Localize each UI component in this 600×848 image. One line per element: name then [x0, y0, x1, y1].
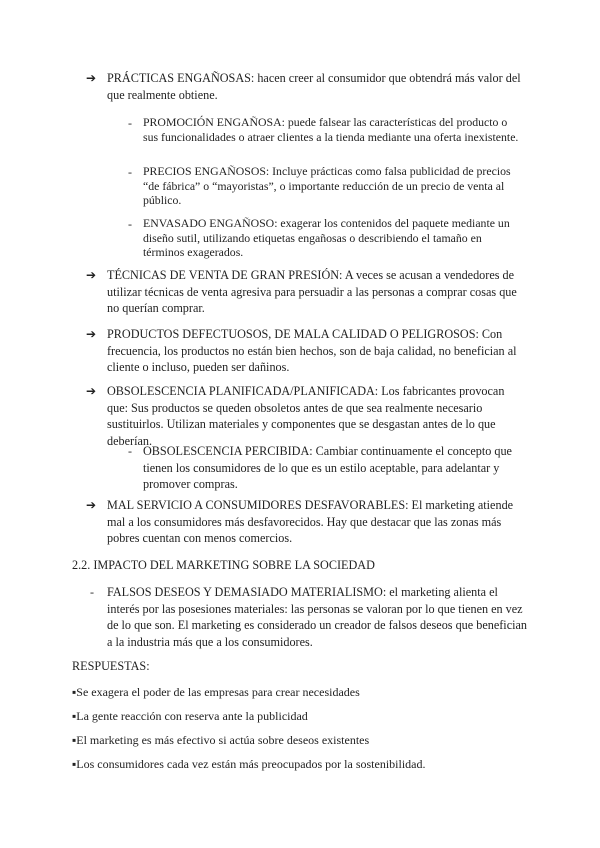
answer-option — [72, 756, 532, 772]
square-bullet-icon: ▪ — [72, 733, 77, 747]
answer-option-text: Los consumidores cada vez están más preocupados por la sostenibilidad. — [76, 757, 426, 771]
answer-option — [72, 684, 532, 700]
arrow-bullet-icon: ➔ — [86, 268, 97, 282]
arrow-bullet-icon: ➔ — [86, 327, 97, 341]
item-falsos-deseos: FALSOS DESEOS Y DEMASIADO MATERIALISMO: el marketing alienta el interés por las posesiones materiales: las personas se valoran por lo que tienen en vez de lo que son. El marketing es considerado un creador de falsos deseos que benefician a la industria más que a los consumidores. — [107, 585, 527, 649]
dash-bullet-icon: - — [128, 444, 132, 458]
arrow-bullet-icon: ➔ — [86, 71, 97, 85]
subitem-promocion-enganosa: PROMOCIÓN ENGAÑOSA: puede falsear las características del producto o sus funcionalidades o atraer clientes a la tienda mediante una oferta inexistente. — [143, 115, 519, 144]
dash-bullet-icon: - — [90, 585, 94, 599]
item-obsolescencia-planificada: OBSOLESCENCIA PLANIFICADA/PLANIFICADA: Los fabricantes provocan que: Sus productos se queden obsoletos antes de que sea realmente necesario sustituirlos. Utilizan materiales y componentes que se desgastan antes de lo que deberían. — [107, 384, 505, 448]
answer-option-text: La gente reacción con reserva ante la publicidad — [76, 709, 308, 723]
item-practicas-enganosas: PRÁCTICAS ENGAÑOSAS: hacen creer al consumidor que obtendrá más valor del que realmente obtiene. — [107, 71, 521, 102]
answer-option — [72, 732, 532, 748]
item-mal-servicio: MAL SERVICIO A CONSUMIDORES DESFAVORABLES: El marketing atiende mal a los consumidores más desfavorecidos. Hay que destacar que las zonas más pobres cuentan con menos comercios. — [107, 498, 514, 545]
subitem-precios-enganosos: PRECIOS ENGAÑOSOS: Incluye prácticas como falsa publicidad de precios “de fábrica” o “mayoristas”, o importante reducción de un precio de venta al público. — [143, 164, 511, 208]
respuestas-title: RESPUESTAS: — [72, 659, 150, 673]
answer-option-text: Se exagera el poder de las empresas para crear necesidades — [76, 685, 360, 699]
subitem-obsolescencia-percibida: OBSOLESCENCIA PERCIBIDA: Cambiar continuamente el concepto que tienen los consumidores de lo que es un estilo aceptable, para adelantar y promover compras. — [143, 444, 512, 491]
square-bullet-icon: ▪ — [72, 685, 77, 699]
item-productos-defectuosos: PRODUCTOS DEFECTUOSOS, DE MALA CALIDAD O PELIGROSOS: Con frecuencia, los productos no están bien hechos, son de baja calidad, no benefician al cliente o incluso, pueden ser dañinos. — [107, 327, 517, 374]
answer-option-text: El marketing es más efectivo si actúa sobre deseos existentes — [76, 733, 370, 747]
answer-option — [72, 708, 532, 724]
dash-bullet-icon: - — [128, 165, 132, 179]
subitem-envasado-enganoso: ENVASADO ENGAÑOSO: exagerar los contenidos del paquete mediante un diseño sutil, utilizando etiquetas engañosas o describiendo el tamaño en términos exagerados. — [143, 216, 510, 260]
arrow-bullet-icon: ➔ — [86, 384, 97, 398]
section-heading: 2.2. IMPACTO DEL MARKETING SOBRE LA SOCIEDAD — [72, 558, 375, 572]
arrow-bullet-icon: ➔ — [86, 498, 97, 512]
square-bullet-icon: ▪ — [72, 709, 77, 723]
square-bullet-icon: ▪ — [72, 757, 77, 771]
dash-bullet-icon: - — [128, 217, 132, 231]
dash-bullet-icon: - — [128, 116, 132, 130]
item-tecnicas-venta: TÉCNICAS DE VENTA DE GRAN PRESIÓN: A veces se acusan a vendedores de utilizar técnicas de venta agresiva para persuadir a las personas a comprar cosas que no querían comprar. — [107, 268, 517, 315]
